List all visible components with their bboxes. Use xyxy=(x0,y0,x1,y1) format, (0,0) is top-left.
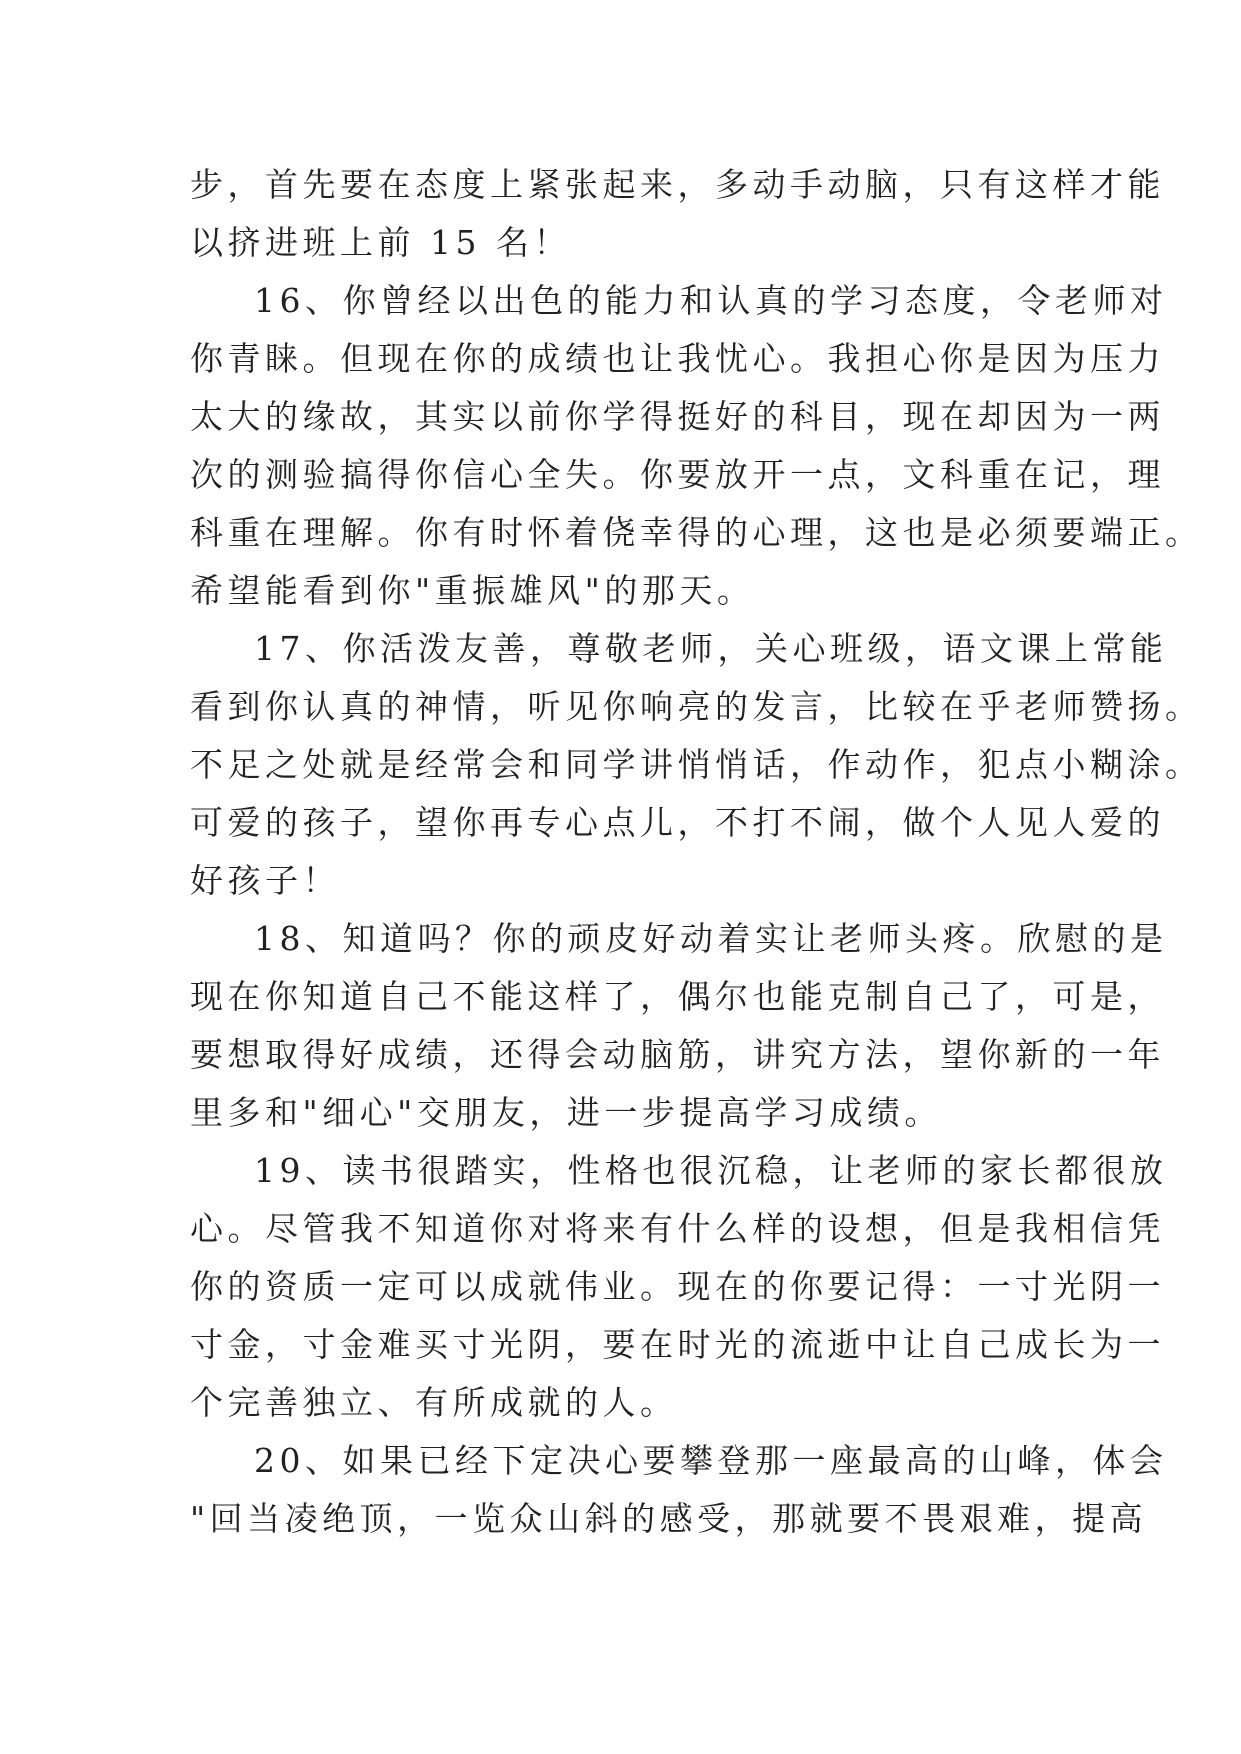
text-line: 看到你认真的神情，听见你响亮的发言，比较在乎老师赞扬。 xyxy=(190,687,1203,726)
text-line: 太大的缘故，其实以前你学得挺好的科目，现在却因为一两 xyxy=(190,397,1165,436)
text-line: 不足之处就是经常会和同学讲悄悄话，作动作，犯点小糊涂。 xyxy=(190,745,1203,784)
text-line: 你青睐。但现在你的成绩也让我忧心。我担心你是因为压力 xyxy=(190,339,1165,378)
text-line: 个完善独立、有所成就的人。 xyxy=(190,1383,678,1422)
text-line: 寸金，寸金难买寸光阴，要在时光的流逝中让自己成长为一 xyxy=(190,1325,1165,1364)
text-line: 科重在理解。你有时怀着侥幸得的心理，这也是必须要端正。 xyxy=(190,513,1203,552)
text-line: 以挤进班上前 15 名！ xyxy=(190,223,571,262)
text-line: 你的资质一定可以成就伟业。现在的你要记得：一寸光阴一 xyxy=(190,1267,1165,1306)
text-line: 可爱的孩子，望你再专心点儿，不打不闹，做个人见人爱的 xyxy=(190,803,1165,842)
text-line: 要想取得好成绩，还得会动脑筋，讲究方法，望你新的一年 xyxy=(190,1035,1165,1074)
paragraph-19-start: 19、读书很踏实，性格也很沉稳，让老师的家长都很放 xyxy=(254,1151,1168,1190)
text-line: 里多和"细心"交朋友，进一步提高学习成绩。 xyxy=(190,1093,942,1132)
text-line: 现在你知道自己不能这样了，偶尔也能克制自己了，可是， xyxy=(190,977,1165,1016)
paragraph-16-start: 16、你曾经以出色的能力和认真的学习态度，令老师对 xyxy=(254,281,1168,320)
text-line: "回当凌绝顶，一览众山斜的感受，那就要不畏艰难，提高 xyxy=(190,1499,1148,1538)
paragraph-20-start: 20、如果已经下定决心要攀登那一座最高的山峰，体会 xyxy=(254,1441,1168,1480)
text-line: 步，首先要在态度上紧张起来，多动手动脑，只有这样才能 xyxy=(190,165,1165,204)
paragraph-17-start: 17、你活泼友善，尊敬老师，关心班级，语文课上常能 xyxy=(254,629,1168,668)
text-line: 次的测验搞得你信心全失。你要放开一点，文科重在记，理 xyxy=(190,455,1165,494)
text-line: 希望能看到你"重振雄风"的那天。 xyxy=(190,571,755,610)
paragraph-18-start: 18、知道吗？你的顽皮好动着实让老师头疼。欣慰的是 xyxy=(254,919,1168,958)
text-line: 心。尽管我不知道你对将来有什么样的设想，但是我相信凭 xyxy=(190,1209,1165,1248)
text-line: 好孩子！ xyxy=(190,861,340,900)
